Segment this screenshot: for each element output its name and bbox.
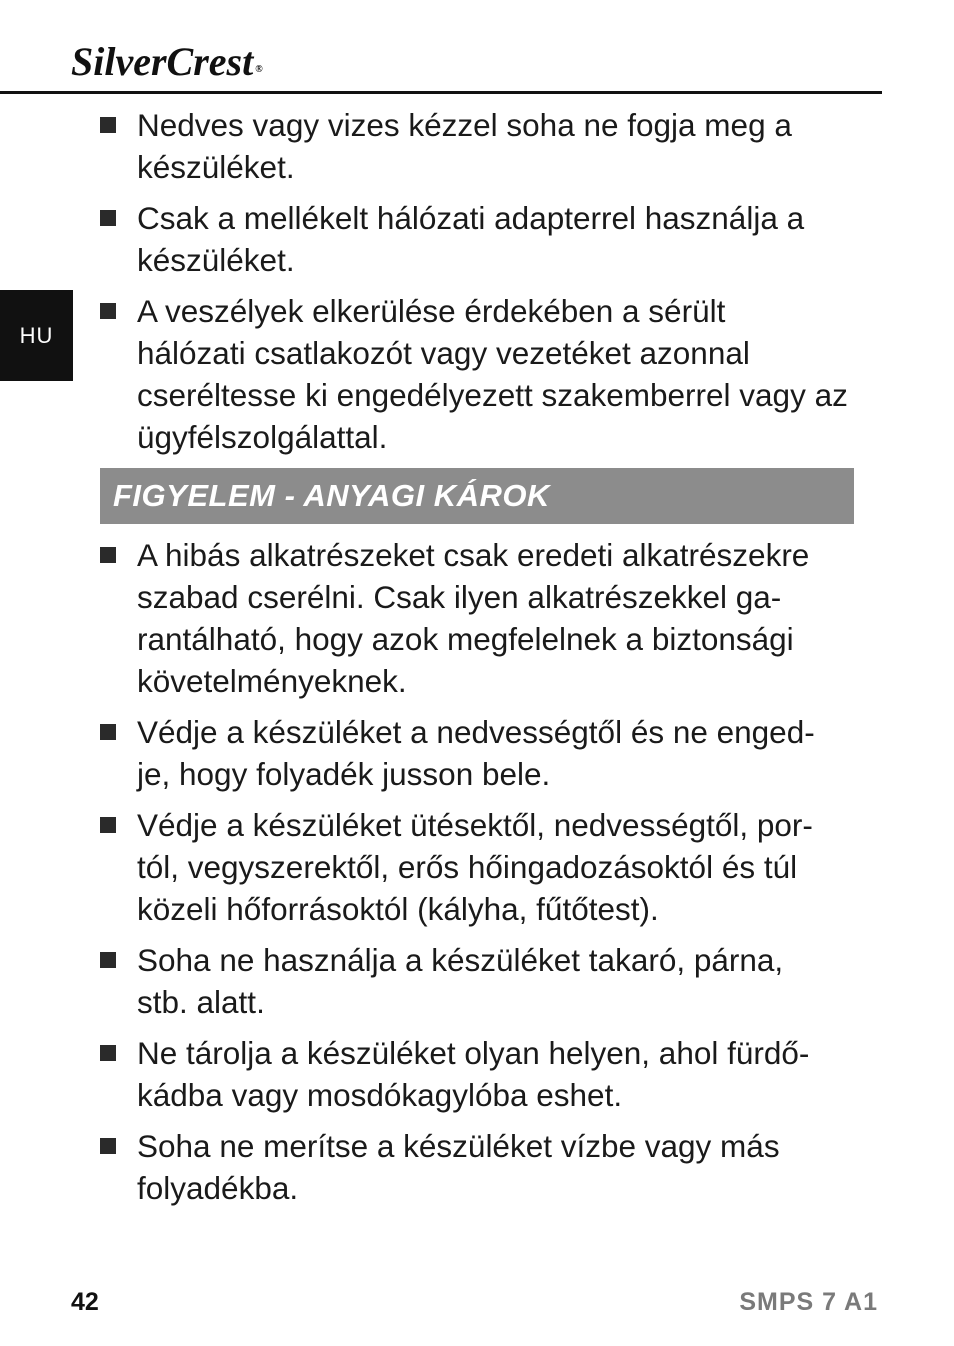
square-bullet-icon bbox=[100, 210, 116, 226]
square-bullet-icon bbox=[100, 547, 116, 563]
brand-logo-text: SilverCrest bbox=[71, 39, 254, 84]
square-bullet-icon bbox=[100, 117, 116, 133]
square-bullet-icon bbox=[100, 1045, 116, 1061]
list-item-text: Védje a készüléket a nedvességtől és ne enged- je, hogy folyadék jusson bele. bbox=[137, 714, 815, 792]
square-bullet-icon bbox=[100, 952, 116, 968]
list-item-text: Csak a mellékelt hálózati adapterrel használja a készüléket. bbox=[137, 200, 805, 278]
list-item-text: Ne tárolja a készüléket olyan helyen, ahol fürdő- kádba vagy mosdókagylóba eshet. bbox=[137, 1035, 810, 1113]
list-item bbox=[100, 711, 860, 795]
list-item-text: A hibás alkatrészeket csak eredeti alkatrészekre szabad cserélni. Csak ilyen alkatrészekkel ga- rantálható, hogy azok megfelelnek a biztonsági követelményeknek. bbox=[137, 537, 810, 699]
list-item-text: Soha ne használja a készüléket takaró, párna, stb. alatt. bbox=[137, 942, 784, 1020]
square-bullet-icon bbox=[100, 724, 116, 740]
list-item bbox=[100, 939, 860, 1023]
list-item bbox=[100, 290, 860, 458]
registered-mark: ® bbox=[255, 64, 263, 75]
list-item bbox=[100, 104, 860, 188]
language-tab: HU bbox=[0, 290, 73, 381]
list-item bbox=[100, 197, 860, 281]
list-item bbox=[100, 1032, 860, 1116]
list-item bbox=[100, 804, 860, 930]
section-heading-banner: FIGYELEM - ANYAGI KÁROK bbox=[100, 468, 854, 524]
model-number: SMPS 7 A1 bbox=[739, 1288, 878, 1316]
list-item-text: Védje a készüléket ütésektől, nedvességtől, por- tól, vegyszerektől, erős hőingadozásoktól és túl közeli hőforrásoktól (kályha, fűtőtest). bbox=[137, 807, 813, 927]
header-divider bbox=[0, 91, 882, 94]
list-item-text: A veszélyek elkerülése érdekében a sérült hálózati csatlakozót vagy vezetéket azonnal cseréltesse ki engedélyezett szakemberrel vagy az ügyfélszolgálattal. bbox=[137, 293, 848, 455]
square-bullet-icon bbox=[100, 303, 116, 319]
list-item bbox=[100, 1125, 860, 1209]
brand-logo bbox=[71, 38, 263, 86]
list-item-text: Soha ne merítse a készüléket vízbe vagy más folyadékba. bbox=[137, 1128, 780, 1206]
list-item-text: Nedves vagy vizes kézzel soha ne fogja meg a készüléket. bbox=[137, 107, 792, 185]
page-content bbox=[100, 104, 860, 1209]
page-number: 42 bbox=[71, 1288, 99, 1316]
list-item bbox=[100, 534, 860, 702]
square-bullet-icon bbox=[100, 817, 116, 833]
square-bullet-icon bbox=[100, 1138, 116, 1154]
